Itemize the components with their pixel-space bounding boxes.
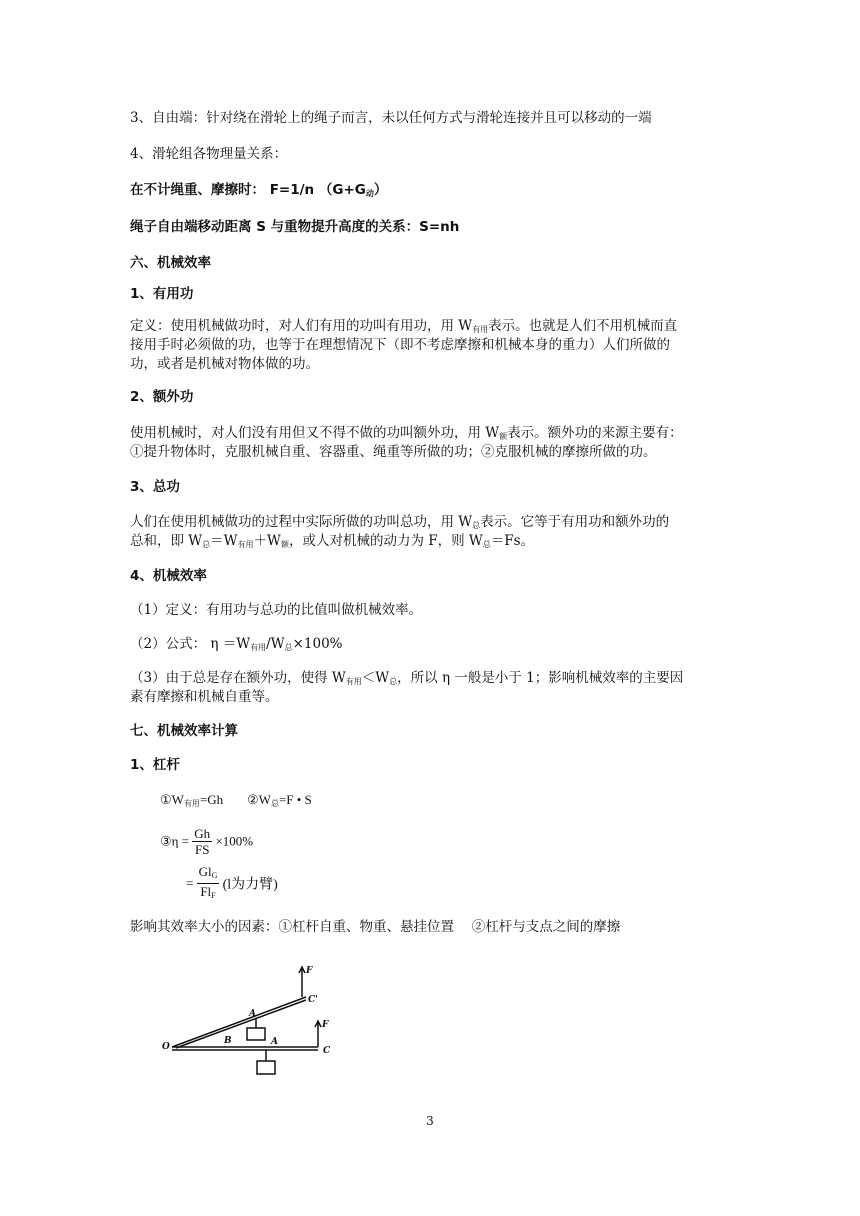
subscript: G [211, 871, 218, 880]
subscript: 总 [482, 540, 491, 549]
subscript: 总 [389, 677, 398, 686]
fraction-numerator: Gh [194, 826, 211, 841]
inclined-lever [172, 997, 306, 1047]
fraction-gl-fl [197, 864, 220, 903]
weight-box-lower [257, 1061, 275, 1074]
fraction-numerator [197, 864, 220, 884]
subscript: 有用 [183, 799, 200, 808]
useful-work-line2: 接用手时必须做的功，也等于在理想情况下（即不考虑摩擦和机械本身的重力）人们所做的 [130, 337, 670, 353]
text-span: Gl [198, 864, 212, 879]
section-seven-title: 七、机械效率计算 [130, 723, 238, 739]
lever-efficiency-factors: 影响其效率大小的因素：①杠杆自重、物重、悬挂位置 ②杠杆与支点之间的摩擦 [130, 919, 621, 935]
force-formula: F=1/n （G+G [269, 182, 366, 198]
label-c-prime: C' [308, 995, 318, 1005]
text-span: ×100% [292, 636, 343, 652]
label-a-lower: A [271, 1037, 278, 1047]
text-span: 表示。它等于有用功和额外功的 [480, 514, 670, 530]
text-span: =Gh [199, 792, 224, 807]
fraction-denominator: FS [195, 842, 210, 857]
useful-work-line3: 功，或者是机械对物体做的功。 [130, 356, 319, 372]
weight-box-upper [247, 1028, 265, 1040]
efficiency-definition: （1）定义：有用功与总功的比值叫做机械效率。 [130, 602, 423, 618]
arm-note: (l为力臂) [222, 877, 278, 893]
text-span: 表示。也就是人们不用机械而直 [488, 318, 678, 334]
text-span: ＝W [210, 533, 238, 549]
text-span: 表示。额外功的来源主要有： [507, 425, 683, 441]
lever-efficiency-formula-arm [186, 864, 278, 903]
text-span: 人们在使用机械做功的过程中实际所做的功叫总功，用 W [130, 514, 473, 530]
subscript: 总 [284, 643, 293, 652]
subscript: 总 [270, 799, 279, 808]
pulley-distance-relation: 绳子自由端移动距离 S 与重物提升高度的关系：S=nh [130, 219, 460, 235]
subscript: 有用 [237, 540, 254, 549]
lever-useful-work-formula [160, 792, 223, 809]
subscript: 额 [280, 540, 289, 549]
text-span: ，或人对机械的动力为 F，则 W [288, 533, 483, 549]
eta-suffix: ×100% [215, 833, 254, 849]
eta-prefix: ③η = [160, 833, 190, 849]
free-end-definition: 3、自由端：针对绕在滑轮上的绳子而言，未以任何方式与滑轮连接并且可以移动的一端 [130, 110, 652, 126]
force-label: 在不计绳重、摩擦时： [130, 182, 265, 198]
lever-diagram [160, 960, 340, 1080]
label-c: C [323, 1046, 331, 1056]
text-span: ，所以 η 一般是小于 1；影响机械效率的主要因 [397, 670, 684, 686]
extra-work-title: 2、额外功 [130, 389, 194, 405]
text-span: ＝Fs。 [490, 533, 535, 549]
equals-sign: = [186, 875, 194, 891]
inclined-lever-edge [176, 1000, 306, 1048]
total-work-line2 [130, 533, 534, 553]
text-span: =F • S [278, 792, 312, 807]
section-six-title: 六、机械效率 [130, 255, 211, 271]
text-span: Fl [200, 884, 212, 899]
total-work-title: 3、总功 [130, 479, 180, 495]
force-subscript: 动 [365, 189, 374, 198]
lever-total-work-formula [247, 792, 312, 809]
subscript: 有用 [472, 325, 489, 334]
text-span: 定义：使用机械做功时，对人们有用的功叫有用功，用 W [130, 318, 473, 334]
useful-work-title: 1、有用功 [130, 286, 194, 302]
subscript: 总 [202, 540, 211, 549]
subscript: 总 [472, 521, 481, 530]
text-span: /W [266, 636, 285, 652]
label-f-lower: F [322, 1020, 329, 1030]
text-span: 总和，即 W [130, 533, 203, 549]
label-f-upper: F [306, 966, 313, 976]
pulley-force-formula [130, 182, 387, 202]
efficiency-note-line2: 素有摩擦和机械自重等。 [130, 689, 279, 705]
subscript: 有用 [250, 643, 267, 652]
text-span: （2）公式： η ＝W [130, 636, 251, 652]
subscript: 有用 [345, 677, 362, 686]
useful-work-line1 [130, 318, 677, 338]
page-number: 3 [426, 1114, 434, 1128]
text-span: ①W [160, 792, 184, 807]
efficiency-title: 4、机械效率 [130, 568, 207, 584]
text-span: （3）由于总是存在额外功，使得 W [130, 670, 346, 686]
fraction-gh-fs [192, 826, 212, 857]
label-b: B [224, 1036, 232, 1046]
label-a-upper: A [249, 1009, 256, 1019]
lever-title: 1、杠杆 [130, 757, 180, 773]
label-o: O [162, 1042, 170, 1052]
extra-work-line2: ①提升物体时，克服机械自重、容器重、绳重等所做的功；②克服机械的摩擦所做的功。 [130, 444, 657, 460]
text-span: ＜W [361, 670, 390, 686]
efficiency-formula [130, 636, 343, 656]
lever-efficiency-formula [160, 826, 253, 857]
subscript: F [211, 891, 216, 900]
total-work-line1 [130, 514, 669, 534]
text-span: ②W [247, 792, 271, 807]
pulley-relation-title: 4、滑轮组各物理量关系： [130, 146, 288, 162]
subscript: 额 [499, 432, 508, 441]
force-formula-close: ） [373, 182, 388, 198]
efficiency-note-line1 [130, 670, 683, 690]
text-span: 使用机械时，对人们没有用但又不得不做的功叫额外功，用 W [130, 425, 500, 441]
fraction-denominator [197, 884, 220, 903]
text-span: ＋W [253, 533, 281, 549]
extra-work-line1 [130, 425, 683, 445]
